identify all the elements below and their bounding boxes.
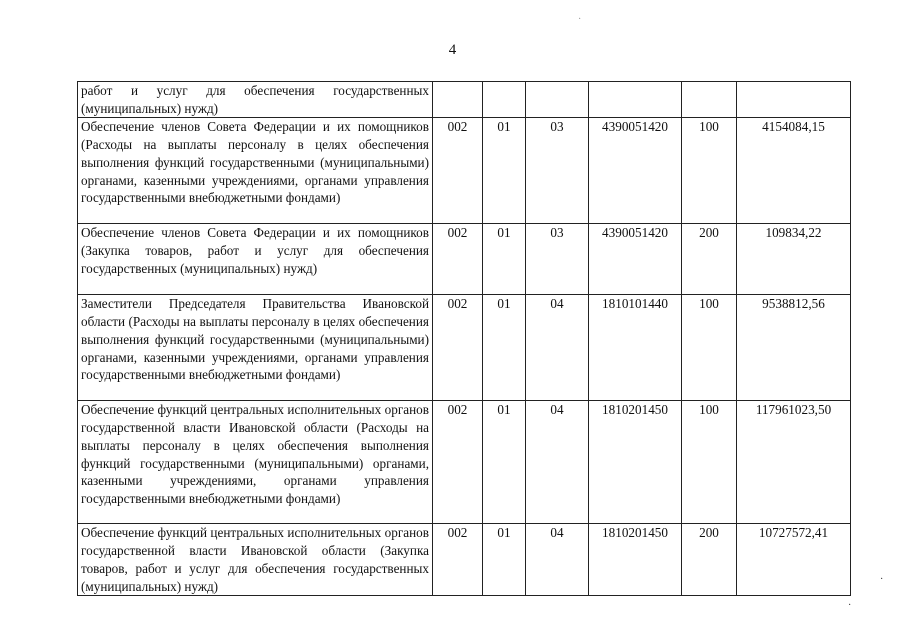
budget-table	[77, 81, 851, 596]
amount-value: 4154084,15	[737, 118, 851, 224]
ministry-code: 002	[433, 224, 483, 295]
target-article-code: 1810201450	[589, 524, 682, 596]
target-article-code	[589, 82, 682, 118]
table-row	[78, 401, 851, 524]
subsection-code: 04	[526, 524, 589, 596]
amount-value: 109834,22	[737, 224, 851, 295]
scan-speck: ·	[578, 14, 582, 25]
ministry-code: 002	[433, 118, 483, 224]
expense-type-code: 100	[682, 295, 737, 401]
ministry-code: 002	[433, 524, 483, 596]
target-article-code: 1810201450	[589, 401, 682, 524]
expense-description: работ и услуг для обеспечения государственных (муниципальных) нужд)	[78, 82, 433, 118]
expense-description: Обеспечение функций центральных исполнительных органов государственной власти Ивановской области (Расходы на выплаты персоналу в целях обеспечения выполнения функций государственными (муниципальными) органами, казенными учреждениями, органами управления государственными внебюджетными фондами)	[78, 401, 433, 524]
table-row	[78, 524, 851, 596]
section-code: 01	[483, 224, 526, 295]
ministry-code: 002	[433, 295, 483, 401]
subsection-code	[526, 82, 589, 118]
page-number: 4	[448, 42, 457, 58]
target-article-code: 4390051420	[589, 224, 682, 295]
section-code: 01	[483, 118, 526, 224]
section-code: 01	[483, 401, 526, 524]
expense-description: Обеспечение членов Совета Федерации и их помощников (Расходы на выплаты персоналу в целях обеспечения выполнения функций государственными (муниципальными) органами, казенными учреждениями, органами управления государственными внебюджетными фондами)	[78, 118, 433, 224]
target-article-code: 4390051420	[589, 118, 682, 224]
subsection-code: 04	[526, 295, 589, 401]
subsection-code: 04	[526, 401, 589, 524]
table-row	[78, 224, 851, 295]
section-code	[483, 82, 526, 118]
ministry-code: 002	[433, 401, 483, 524]
table-row	[78, 82, 851, 118]
expense-type-code: 200	[682, 524, 737, 596]
amount-value: 117961023,50	[737, 401, 851, 524]
section-code: 01	[483, 524, 526, 596]
expense-type-code: 200	[682, 224, 737, 295]
expense-description: Обеспечение членов Совета Федерации и их помощников (Закупка товаров, работ и услуг для обеспечения государственных (муниципальных) нужд)	[78, 224, 433, 295]
expense-description: Заместители Председателя Правительства Ивановской области (Расходы на выплаты персоналу в целях обеспечения выполнения функций государственными (муниципальными) органами, казенными учреждениями, органами управления государственными внебюджетными фондами)	[78, 295, 433, 401]
amount-value: 9538812,56	[737, 295, 851, 401]
section-code: 01	[483, 295, 526, 401]
ministry-code	[433, 82, 483, 118]
expense-description: Обеспечение функций центральных исполнительных органов государственной власти Ивановской области (Закупка товаров, работ и услуг для обеспечения государственных (муниципальных) нужд)	[78, 524, 433, 596]
scan-speck: ·	[880, 574, 884, 585]
subsection-code: 03	[526, 224, 589, 295]
expense-type-code: 100	[682, 401, 737, 524]
expense-type-code: 100	[682, 118, 737, 224]
expense-type-code	[682, 82, 737, 118]
table-row	[78, 118, 851, 224]
amount-value	[737, 82, 851, 118]
target-article-code: 1810101440	[589, 295, 682, 401]
amount-value: 10727572,41	[737, 524, 851, 596]
table-row	[78, 295, 851, 401]
subsection-code: 03	[526, 118, 589, 224]
scan-speck: ·	[848, 600, 852, 611]
